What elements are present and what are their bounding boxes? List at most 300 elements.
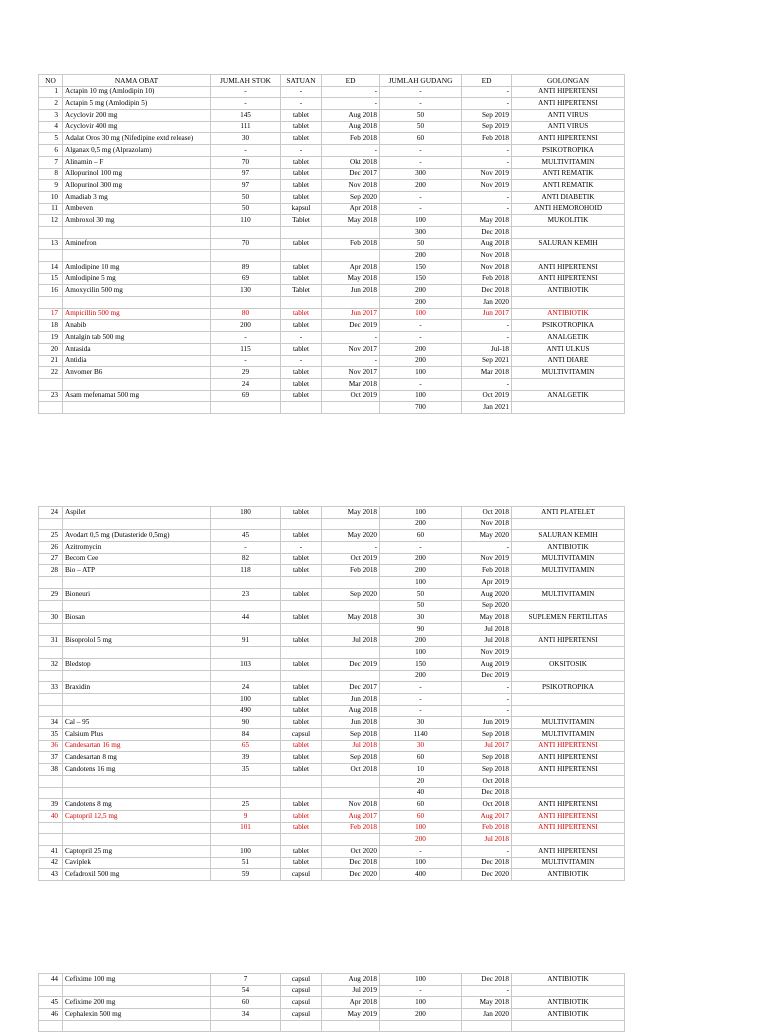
- cell-satuan: tablet: [281, 565, 322, 577]
- cell-jumlah-stok: 145: [211, 110, 281, 122]
- cell-golongan: MULTIVITAMIN: [512, 565, 625, 577]
- cell-nama-obat: Cephalexin 500 mg: [63, 1009, 211, 1021]
- cell-golongan: ANTIBIOTIK: [512, 997, 625, 1009]
- cell-jumlah-stok: 200: [211, 320, 281, 332]
- cell-nama-obat: Cefixime 200 mg: [63, 997, 211, 1009]
- table-row: [39, 530, 625, 542]
- cell-satuan: tablet: [281, 682, 322, 694]
- cell-ed-gudang: -: [462, 145, 512, 157]
- cell-no: [39, 775, 63, 787]
- cell-ed: Sep 2020: [322, 588, 380, 600]
- cell-ed-gudang: Sep 2018: [462, 729, 512, 741]
- cell-nama-obat: Becom Cee: [63, 553, 211, 565]
- cell-satuan: [281, 297, 322, 309]
- cell-ed: May 2018: [322, 612, 380, 624]
- cell-golongan: ANTI HIPERTENSI: [512, 133, 625, 145]
- table-row: [39, 658, 625, 670]
- cell-golongan: [512, 647, 625, 659]
- cell-jumlah-stok: 9: [211, 810, 281, 822]
- cell-jumlah-stok: [211, 834, 281, 846]
- medicine-stock-table-page-2: [38, 506, 625, 881]
- cell-no: [39, 600, 63, 612]
- cell-golongan: ANTI PLATELET: [512, 507, 625, 519]
- table-row: [39, 238, 625, 250]
- table-row: [39, 250, 625, 262]
- table-row: [39, 647, 625, 659]
- cell-golongan: [512, 577, 625, 589]
- cell-jumlah-stok: [211, 670, 281, 682]
- cell-nama-obat: Biosan: [63, 612, 211, 624]
- cell-nama-obat: [63, 226, 211, 238]
- cell-satuan: -: [281, 145, 322, 157]
- cell-no: 24: [39, 507, 63, 519]
- cell-ed: Aug 2018: [322, 110, 380, 122]
- cell-golongan: ANALGETIK: [512, 332, 625, 344]
- cell-ed-gudang: Nov 2019: [462, 553, 512, 565]
- cell-golongan: ANTIBIOTIK: [512, 869, 625, 881]
- cell-golongan: [512, 623, 625, 635]
- cell-no: 46: [39, 1009, 63, 1021]
- cell-nama-obat: [63, 985, 211, 997]
- cell-jumlah-gudang: 200: [380, 565, 462, 577]
- table-row: [39, 355, 625, 367]
- cell-ed-gudang: [462, 1020, 512, 1032]
- cell-golongan: SUPLEMEN FERTILITAS: [512, 612, 625, 624]
- cell-ed: -: [322, 98, 380, 110]
- cell-ed: Dec 2019: [322, 658, 380, 670]
- cell-no: 40: [39, 810, 63, 822]
- cell-jumlah-gudang: 300: [380, 226, 462, 238]
- cell-satuan: [281, 600, 322, 612]
- cell-no: 26: [39, 542, 63, 554]
- cell-jumlah-stok: 24: [211, 682, 281, 694]
- cell-satuan: tablet: [281, 110, 322, 122]
- table-row: [39, 1009, 625, 1021]
- cell-nama-obat: Antasida: [63, 343, 211, 355]
- cell-satuan: [281, 623, 322, 635]
- cell-ed-gudang: Jun 2019: [462, 717, 512, 729]
- cell-no: 19: [39, 332, 63, 344]
- cell-jumlah-gudang: 100: [380, 507, 462, 519]
- cell-jumlah-gudang: -: [380, 378, 462, 390]
- cell-jumlah-gudang: -: [380, 156, 462, 168]
- cell-no: 11: [39, 203, 63, 215]
- cell-ed: [322, 577, 380, 589]
- cell-ed-gudang: Oct 2018: [462, 775, 512, 787]
- cell-nama-obat: Anvomer B6: [63, 367, 211, 379]
- table-row: [39, 402, 625, 414]
- cell-jumlah-gudang: 30: [380, 612, 462, 624]
- table-row: [39, 775, 625, 787]
- cell-nama-obat: [63, 297, 211, 309]
- cell-no: [39, 250, 63, 262]
- header-jumlah-gudang: JUMLAH GUDANG: [380, 75, 462, 87]
- cell-no: 45: [39, 997, 63, 1009]
- table-row: [39, 974, 625, 986]
- cell-golongan: [512, 1020, 625, 1032]
- cell-ed: [322, 1020, 380, 1032]
- cell-jumlah-stok: 89: [211, 262, 281, 274]
- cell-jumlah-stok: [211, 600, 281, 612]
- cell-satuan: tablet: [281, 390, 322, 402]
- cell-satuan: capsul: [281, 985, 322, 997]
- cell-jumlah-gudang: 50: [380, 121, 462, 133]
- cell-jumlah-gudang: 50: [380, 238, 462, 250]
- cell-golongan: PSIKOTROPIKA: [512, 145, 625, 157]
- cell-jumlah-stok: 7: [211, 974, 281, 986]
- cell-no: [39, 226, 63, 238]
- cell-jumlah-stok: 115: [211, 343, 281, 355]
- cell-ed: [322, 226, 380, 238]
- cell-nama-obat: [63, 647, 211, 659]
- cell-nama-obat: Aminefron: [63, 238, 211, 250]
- cell-nama-obat: Bio – ATP: [63, 565, 211, 577]
- cell-nama-obat: Aspilet: [63, 507, 211, 519]
- cell-ed: [322, 834, 380, 846]
- cell-nama-obat: Alinamin – F: [63, 156, 211, 168]
- cell-jumlah-gudang: 400: [380, 869, 462, 881]
- cell-no: [39, 834, 63, 846]
- cell-ed-gudang: Oct 2018: [462, 799, 512, 811]
- cell-jumlah-gudang: 200: [380, 1009, 462, 1021]
- cell-jumlah-stok: 29: [211, 367, 281, 379]
- cell-jumlah-stok: 50: [211, 203, 281, 215]
- cell-ed: Aug 2018: [322, 121, 380, 133]
- cell-ed: Feb 2018: [322, 238, 380, 250]
- cell-ed: Jun 2017: [322, 308, 380, 320]
- cell-ed-gudang: -: [462, 845, 512, 857]
- cell-ed-gudang: Dec 2018: [462, 787, 512, 799]
- cell-jumlah-gudang: 100: [380, 857, 462, 869]
- cell-no: 12: [39, 215, 63, 227]
- cell-satuan: tablet: [281, 530, 322, 542]
- cell-ed: Oct 2019: [322, 390, 380, 402]
- cell-nama-obat: Acyclovir 400 mg: [63, 121, 211, 133]
- cell-ed: [322, 670, 380, 682]
- table-row: [39, 799, 625, 811]
- cell-jumlah-gudang: 90: [380, 623, 462, 635]
- table-header-row: [39, 75, 625, 87]
- cell-golongan: ANTI HIPERTENSI: [512, 262, 625, 274]
- cell-golongan: ANTI HIPERTENSI: [512, 86, 625, 98]
- table-row: [39, 682, 625, 694]
- table-body-page-2: [39, 507, 625, 881]
- cell-ed: Apr 2018: [322, 997, 380, 1009]
- cell-ed: Feb 2018: [322, 822, 380, 834]
- cell-no: [39, 705, 63, 717]
- cell-satuan: tablet: [281, 343, 322, 355]
- cell-ed-gudang: Sep 2018: [462, 764, 512, 776]
- cell-golongan: MUKOLITIK: [512, 215, 625, 227]
- cell-no: 6: [39, 145, 63, 157]
- cell-ed-gudang: Nov 2018: [462, 518, 512, 530]
- cell-no: 35: [39, 729, 63, 741]
- cell-ed-gudang: -: [462, 682, 512, 694]
- cell-jumlah-stok: 84: [211, 729, 281, 741]
- cell-golongan: [512, 670, 625, 682]
- table-row: [39, 577, 625, 589]
- table-row: [39, 168, 625, 180]
- cell-golongan: MULTIVITAMIN: [512, 367, 625, 379]
- cell-no: 8: [39, 168, 63, 180]
- table-row: [39, 822, 625, 834]
- cell-satuan: tablet: [281, 367, 322, 379]
- cell-jumlah-stok: [211, 402, 281, 414]
- cell-no: 10: [39, 191, 63, 203]
- cell-no: 4: [39, 121, 63, 133]
- cell-ed: May 2018: [322, 215, 380, 227]
- cell-jumlah-gudang: 100: [380, 308, 462, 320]
- cell-ed-gudang: Dec 2018: [462, 974, 512, 986]
- cell-jumlah-stok: 91: [211, 635, 281, 647]
- cell-golongan: [512, 600, 625, 612]
- cell-nama-obat: [63, 834, 211, 846]
- cell-jumlah-stok: -: [211, 355, 281, 367]
- cell-ed-gudang: Dec 2020: [462, 869, 512, 881]
- cell-jumlah-stok: [211, 1020, 281, 1032]
- cell-jumlah-stok: 490: [211, 705, 281, 717]
- cell-nama-obat: Allopurinol 100 mg: [63, 168, 211, 180]
- medicine-stock-table-page-3: [38, 973, 625, 1032]
- cell-ed: [322, 787, 380, 799]
- cell-jumlah-stok: 82: [211, 553, 281, 565]
- cell-nama-obat: Allopurinol 300 mg: [63, 180, 211, 192]
- table-row: [39, 623, 625, 635]
- cell-satuan: tablet: [281, 378, 322, 390]
- table-row: [39, 869, 625, 881]
- cell-jumlah-stok: 100: [211, 845, 281, 857]
- table-row: [39, 985, 625, 997]
- cell-jumlah-gudang: 150: [380, 658, 462, 670]
- cell-ed-gudang: Jul-18: [462, 343, 512, 355]
- cell-jumlah-gudang: -: [380, 542, 462, 554]
- cell-jumlah-gudang: 100: [380, 647, 462, 659]
- cell-ed: May 2020: [322, 530, 380, 542]
- cell-jumlah-stok: 35: [211, 764, 281, 776]
- cell-jumlah-stok: 69: [211, 390, 281, 402]
- cell-golongan: ANTI HIPERTENSI: [512, 98, 625, 110]
- cell-ed-gudang: Dec 2018: [462, 226, 512, 238]
- cell-golongan: [512, 250, 625, 262]
- cell-ed-gudang: Dec 2019: [462, 670, 512, 682]
- cell-nama-obat: Avodart 0,5 mg (Dutasteride 0,5mg): [63, 530, 211, 542]
- cell-jumlah-gudang: 30: [380, 740, 462, 752]
- cell-satuan: [281, 226, 322, 238]
- cell-golongan: [512, 694, 625, 706]
- cell-ed-gudang: -: [462, 191, 512, 203]
- table-row: [39, 273, 625, 285]
- table-row: [39, 98, 625, 110]
- cell-ed-gudang: -: [462, 542, 512, 554]
- cell-ed-gudang: Sep 2021: [462, 355, 512, 367]
- cell-jumlah-stok: 70: [211, 238, 281, 250]
- table-row: [39, 845, 625, 857]
- cell-no: [39, 787, 63, 799]
- cell-ed-gudang: -: [462, 694, 512, 706]
- cell-jumlah-gudang: 200: [380, 250, 462, 262]
- cell-jumlah-gudang: 100: [380, 390, 462, 402]
- cell-ed: -: [322, 86, 380, 98]
- cell-jumlah-gudang: 40: [380, 787, 462, 799]
- cell-ed: Sep 2018: [322, 729, 380, 741]
- cell-satuan: tablet: [281, 857, 322, 869]
- cell-jumlah-stok: 45: [211, 530, 281, 542]
- table-row: [39, 180, 625, 192]
- table-row: [39, 367, 625, 379]
- cell-nama-obat: Ampicillin 500 mg: [63, 308, 211, 320]
- table-row: [39, 694, 625, 706]
- cell-nama-obat: Ambroxol 30 mg: [63, 215, 211, 227]
- cell-no: 13: [39, 238, 63, 250]
- table-row: [39, 670, 625, 682]
- cell-no: 15: [39, 273, 63, 285]
- cell-nama-obat: [63, 705, 211, 717]
- cell-ed-gudang: Feb 2018: [462, 565, 512, 577]
- cell-satuan: [281, 670, 322, 682]
- header-satuan: SATUAN: [281, 75, 322, 87]
- cell-ed: Jun 2018: [322, 694, 380, 706]
- cell-ed-gudang: -: [462, 156, 512, 168]
- cell-jumlah-stok: [211, 297, 281, 309]
- cell-ed-gudang: Feb 2018: [462, 822, 512, 834]
- cell-nama-obat: [63, 787, 211, 799]
- table-row: [39, 997, 625, 1009]
- cell-ed: Dec 2017: [322, 168, 380, 180]
- table-row: [39, 110, 625, 122]
- cell-ed-gudang: Nov 2019: [462, 180, 512, 192]
- cell-jumlah-gudang: 10: [380, 764, 462, 776]
- cell-no: 43: [39, 869, 63, 881]
- cell-satuan: tablet: [281, 822, 322, 834]
- cell-no: [39, 297, 63, 309]
- cell-ed: Jul 2019: [322, 985, 380, 997]
- cell-golongan: MULTIVITAMIN: [512, 156, 625, 168]
- cell-golongan: [512, 775, 625, 787]
- cell-jumlah-stok: 25: [211, 799, 281, 811]
- cell-golongan: [512, 297, 625, 309]
- cell-golongan: MULTIVITAMIN: [512, 553, 625, 565]
- cell-satuan: Tablet: [281, 285, 322, 297]
- cell-jumlah-gudang: -: [380, 203, 462, 215]
- cell-ed: Jul 2018: [322, 635, 380, 647]
- cell-ed: Apr 2018: [322, 203, 380, 215]
- cell-nama-obat: Anabib: [63, 320, 211, 332]
- cell-satuan: tablet: [281, 799, 322, 811]
- table-row: [39, 86, 625, 98]
- cell-golongan: SALURAN KEMIH: [512, 238, 625, 250]
- cell-ed-gudang: Nov 2018: [462, 250, 512, 262]
- cell-no: 32: [39, 658, 63, 670]
- cell-jumlah-stok: [211, 250, 281, 262]
- cell-ed: May 2018: [322, 507, 380, 519]
- cell-golongan: MULTIVITAMIN: [512, 717, 625, 729]
- cell-jumlah-stok: [211, 787, 281, 799]
- cell-jumlah-stok: [211, 647, 281, 659]
- table-body-page-1: [39, 86, 625, 413]
- cell-satuan: -: [281, 542, 322, 554]
- cell-no: 42: [39, 857, 63, 869]
- cell-ed-gudang: Nov 2018: [462, 262, 512, 274]
- cell-nama-obat: Antidia: [63, 355, 211, 367]
- cell-nama-obat: [63, 250, 211, 262]
- cell-jumlah-stok: 60: [211, 997, 281, 1009]
- cell-jumlah-stok: -: [211, 332, 281, 344]
- cell-golongan: ANTIBIOTIK: [512, 308, 625, 320]
- table-row: [39, 320, 625, 332]
- cell-ed: Dec 2019: [322, 320, 380, 332]
- cell-satuan: tablet: [281, 191, 322, 203]
- cell-jumlah-gudang: 60: [380, 810, 462, 822]
- cell-ed: Dec 2020: [322, 869, 380, 881]
- cell-nama-obat: Captopril 25 mg: [63, 845, 211, 857]
- cell-no: 37: [39, 752, 63, 764]
- cell-golongan: ANTI VIRUS: [512, 110, 625, 122]
- cell-ed: Jun 2018: [322, 717, 380, 729]
- cell-golongan: ANTI HEMOROHOID: [512, 203, 625, 215]
- cell-no: 28: [39, 565, 63, 577]
- cell-ed-gudang: Jan 2020: [462, 297, 512, 309]
- cell-jumlah-stok: 30: [211, 133, 281, 145]
- cell-jumlah-gudang: 300: [380, 168, 462, 180]
- header-ed: ED: [322, 75, 380, 87]
- cell-golongan: PSIKOTROPIKA: [512, 682, 625, 694]
- cell-jumlah-gudang: -: [380, 682, 462, 694]
- cell-nama-obat: Bisoprolol 5 mg: [63, 635, 211, 647]
- cell-golongan: [512, 705, 625, 717]
- cell-jumlah-stok: 24: [211, 378, 281, 390]
- medicine-stock-table-page-1: [38, 74, 625, 414]
- cell-jumlah-stok: 34: [211, 1009, 281, 1021]
- cell-ed: Nov 2017: [322, 343, 380, 355]
- cell-no: 30: [39, 612, 63, 624]
- cell-ed: Dec 2018: [322, 857, 380, 869]
- table-row: [39, 121, 625, 133]
- cell-no: 1: [39, 86, 63, 98]
- cell-satuan: [281, 402, 322, 414]
- cell-ed: Oct 2018: [322, 764, 380, 776]
- cell-satuan: [281, 834, 322, 846]
- cell-golongan: ANTIBIOTIK: [512, 974, 625, 986]
- cell-satuan: tablet: [281, 752, 322, 764]
- cell-jumlah-gudang: 30: [380, 717, 462, 729]
- cell-golongan: ANTI ULKUS: [512, 343, 625, 355]
- table-row: [39, 542, 625, 554]
- cell-jumlah-stok: [211, 623, 281, 635]
- table-row: [39, 518, 625, 530]
- cell-jumlah-gudang: -: [380, 145, 462, 157]
- table-row: [39, 857, 625, 869]
- cell-satuan: [281, 577, 322, 589]
- cell-ed: -: [322, 542, 380, 554]
- cell-golongan: ANTI HIPERTENSI: [512, 764, 625, 776]
- cell-nama-obat: Cefadroxil 500 mg: [63, 869, 211, 881]
- cell-golongan: ANTI REMATIK: [512, 168, 625, 180]
- cell-satuan: tablet: [281, 635, 322, 647]
- cell-nama-obat: Amadiab 3 mg: [63, 191, 211, 203]
- cell-satuan: tablet: [281, 740, 322, 752]
- cell-nama-obat: Candotens 8 mg: [63, 799, 211, 811]
- cell-jumlah-gudang: 150: [380, 273, 462, 285]
- cell-satuan: [281, 250, 322, 262]
- cell-ed-gudang: Nov 2019: [462, 647, 512, 659]
- cell-satuan: tablet: [281, 507, 322, 519]
- cell-nama-obat: Actapin 10 mg (Amlodipin 10): [63, 86, 211, 98]
- cell-golongan: MULTIVITAMIN: [512, 729, 625, 741]
- cell-nama-obat: Amlodipine 10 mg: [63, 262, 211, 274]
- cell-nama-obat: [63, 577, 211, 589]
- table-row: [39, 1020, 625, 1032]
- cell-no: [39, 402, 63, 414]
